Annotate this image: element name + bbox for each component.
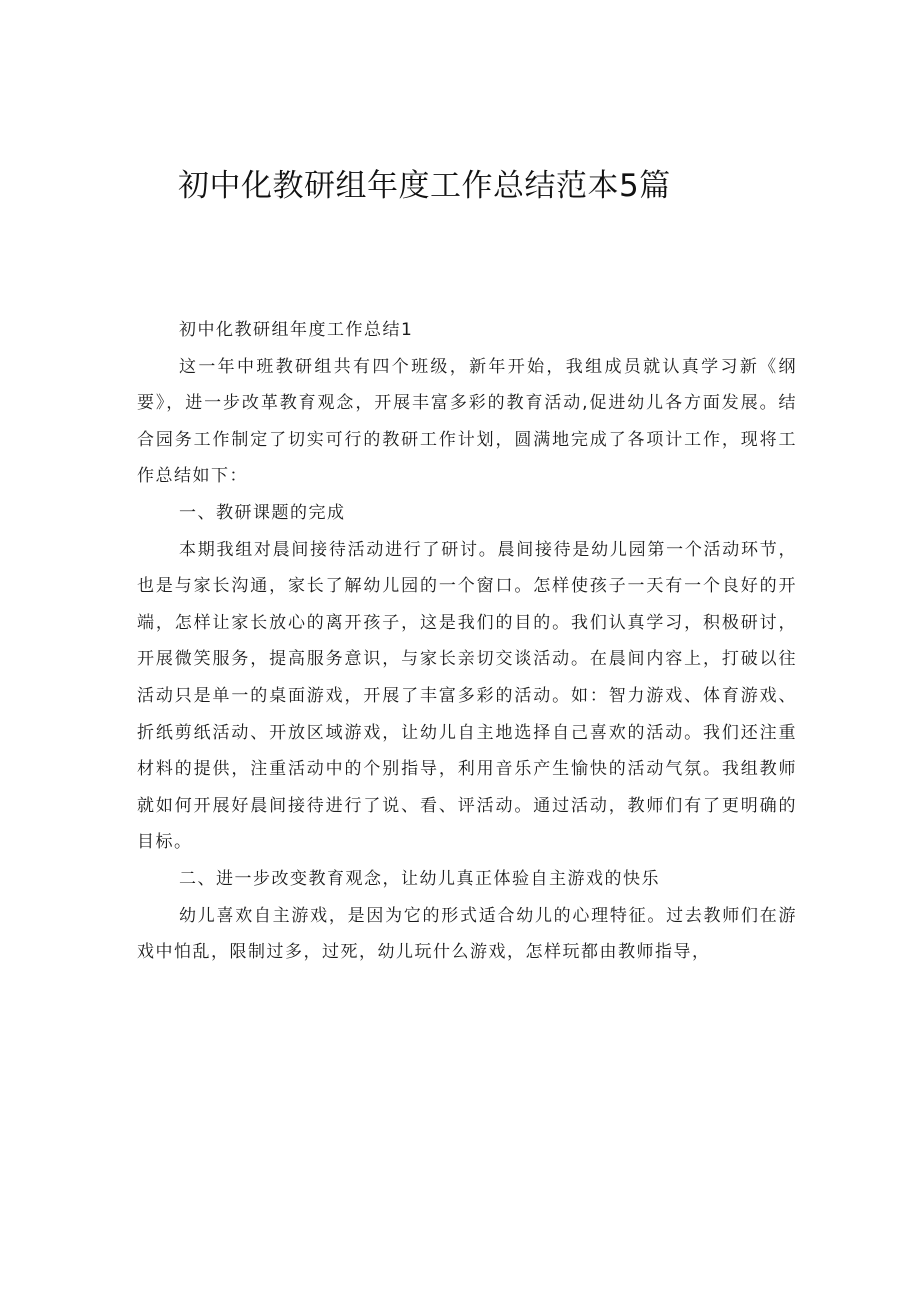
- subsection-heading-2: 二、进一步改变教育观念，让幼儿真正体验自主游戏的快乐: [179, 868, 660, 889]
- document-body: [137, 312, 797, 971]
- body-paragraph-2: 幼儿喜欢自主游戏，是因为它的形式适合幼儿的心理特征。过去教师们在游戏中怕乱，限制过多，过死，幼儿玩什么游戏，怎样玩都由教师指导，: [137, 905, 797, 963]
- body-paragraph-1: 本期我组对晨间接待活动进行了研讨。晨间接待是幼儿园第一个活动环节，也是与家长沟通，家长了解幼儿园的一个窗口。怎样使孩子一天有一个良好的开端，怎样让家长放心的离开孩子，这是我们的目的。我们认真学习，积极研讨，开展微笑服务，提高服务意识，与家长亲切交谈活动。在晨间内容上，打破以往活动只是单一的桌面游戏，开展了丰富多彩的活动。如：智力游戏、体育游戏、折纸剪纸活动、开放区域游戏，让幼儿自主地选择自己喜欢的活动。我们还注重材料的提供，注重活动中的个别指导，利用音乐产生愉快的活动气氛。我组教师就如何开展好晨间接待进行了说、看、评活动。通过活动，教师们有了更明确的目标。: [137, 539, 797, 853]
- section-heading: 初中化教研组年度工作总结1: [179, 320, 414, 340]
- intro-paragraph: 这一年中班教研组共有四个班级，新年开始，我组成员就认真学习新《纲要》，进一步改革教育观念，开展丰富多彩的教育活动,促进幼儿各方面发展。结合园务工作制定了切实可行的教研工作计划，圆满地完成了各项计工作，现将工作总结如下：: [137, 356, 797, 487]
- subsection-heading-1: 一、教研课题的完成: [179, 502, 346, 523]
- document-title: 初中化教研组年度工作总结范本5篇: [178, 168, 671, 204]
